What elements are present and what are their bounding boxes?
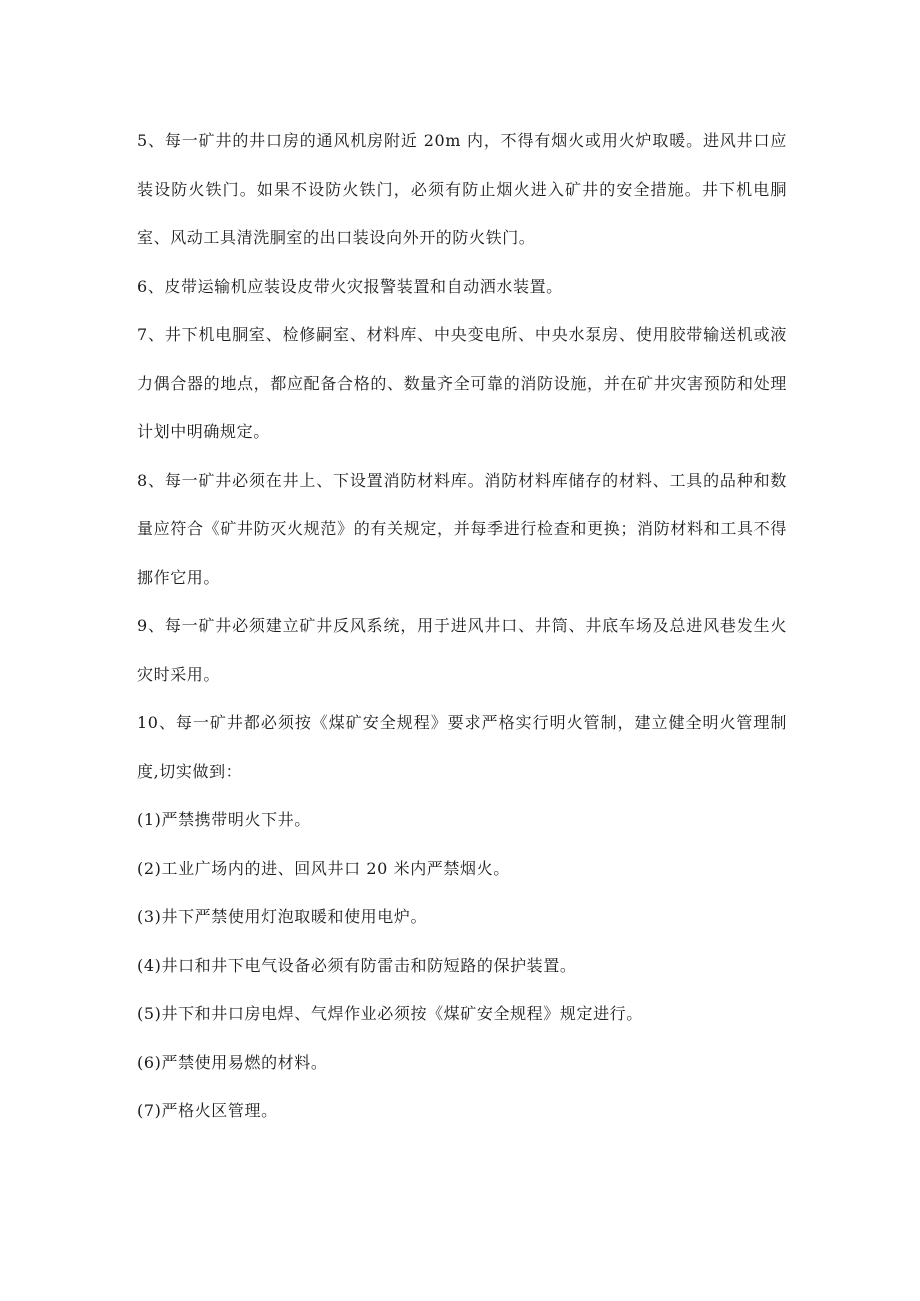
list-item-3: (3)井下严禁使用灯泡取暖和使用电炉。 xyxy=(137,907,428,926)
list-item-5: (5)井下和井口房电焊、气焊作业必须按《煤矿安全规程》规定进行。 xyxy=(137,1004,643,1023)
paragraph-item-7: 7、井下机电胴室、检修嗣室、材料库、中央变电所、中央水泵房、使用胶带输送机或液力偶合器的地点，都应配备合格的、数量齐全可靠的消防设施，并在矿井灾害预防和处理计划中明确规定。 xyxy=(137,325,787,441)
list-item-4: (4)井口和井下电气设备必须有防雷击和防短路的保护装置。 xyxy=(137,955,577,975)
paragraph-item-5: 5、每一矿井的井口房的通风机房附近 20m 内，不得有烟火或用火炉取暖。进风井口应装设防火铁门。如果不设防火铁门，必须有防止烟火进入矿井的安全措施。井下机电胴室、风动工具清洗胴室的出口装设向外开的防火铁门。 xyxy=(137,131,787,247)
list-item-7: (7)严格火区管理。 xyxy=(137,1101,278,1120)
list-item-2: (2)工业广场内的进、回风井口 20 米内严禁烟火。 xyxy=(137,858,510,878)
list-item-6: (6)严禁使用易燃的材料。 xyxy=(137,1052,328,1072)
list-item-1: (1)严禁携带明火下井。 xyxy=(137,810,311,829)
paragraph-item-6: 6、皮带运输机应装设皮带火灾报警装置和自动洒水装置。 xyxy=(137,276,563,296)
paragraph-item-8: 8、每一矿井必须在井上、下设置消防材料库。消防材料库储存的材料、工具的品种和数量应符合《矿井防灭火规范》的有关规定，并每季进行检查和更换；消防材料和工具不得挪作它用。 xyxy=(137,470,787,587)
document-body xyxy=(137,117,787,1136)
paragraph-item-10: 10、每一矿井都必须按《煤矿安全规程》要求严格实行明火管制，建立健全明火管理制度,切实做到： xyxy=(137,713,787,781)
paragraph-item-9: 9、每一矿井必须建立矿井反风系统，用于进风井口、井筒、井底车场及总进风巷发生火灾时采用。 xyxy=(137,616,787,684)
